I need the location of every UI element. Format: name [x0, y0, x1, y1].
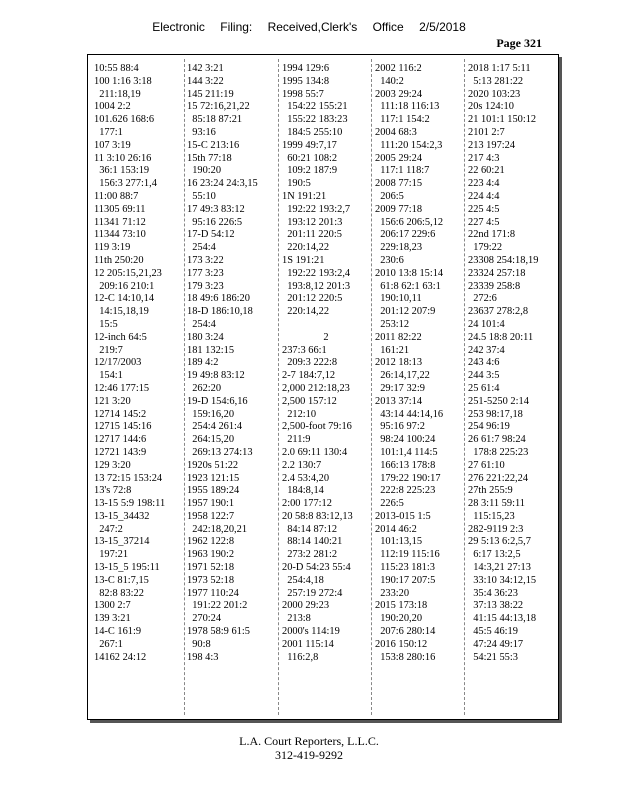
index-entry: 227 4:5: [468, 216, 500, 228]
index-entry-continuation: 207:6 280:14: [375, 626, 436, 638]
index-entry-continuation: 220:14,22: [282, 306, 330, 318]
index-entry: 180 3:24: [187, 331, 224, 343]
index-entry: 189 4:2: [187, 357, 219, 369]
index-entry-continuation: 154:1: [94, 370, 123, 382]
index-entry: 2.4 53:4,20: [282, 472, 330, 484]
index-entry: 2004 68:3: [375, 126, 417, 138]
index-entry-continuation: 257:19 272:4: [282, 587, 343, 599]
index-entry: 12714 145:2: [94, 408, 147, 420]
index-entry: 23339 258:8: [468, 280, 521, 292]
index-entry-continuation: 247:2: [94, 523, 123, 535]
index-entry-continuation: 115:15,23: [468, 510, 515, 522]
index-entry-continuation: 272:6: [468, 293, 497, 305]
index-entry-continuation: 159:16,20: [187, 408, 235, 420]
index-entry-continuation: 37:13 38:22: [468, 600, 524, 612]
index-entry-continuation: 213:8: [282, 613, 311, 625]
index-entry-continuation: 14:3,21 27:13: [468, 562, 531, 574]
index-entry-continuation: 193:12 201:3: [282, 216, 343, 228]
index-entry-continuation: 192:22 193:2,7: [282, 203, 351, 215]
index-entry: 139 3:21: [94, 613, 131, 625]
column-divider: [184, 59, 185, 715]
index-entry-continuation: 254:4 261:4: [187, 421, 243, 433]
index-entry-continuation: 229:18,23: [375, 242, 423, 254]
index-entry: 20-D 54:23 55:4: [282, 562, 351, 574]
index-column-2: [187, 63, 275, 664]
index-entry-continuation: 190:17 207:5: [375, 574, 436, 586]
index-entry-continuation: 29:17 32:9: [375, 382, 425, 394]
index-entry: 19-D 154:6,16: [187, 395, 248, 407]
index-entry-continuation: 179:22 190:17: [375, 472, 441, 484]
index-entry: 181 132:15: [187, 344, 235, 356]
index-entry-continuation: 90:8: [187, 638, 211, 650]
index-entry: 2003 29:24: [375, 88, 423, 100]
index-entry-continuation: 190:10,11: [375, 293, 422, 305]
index-frame: [87, 54, 559, 720]
index-entry-continuation: 15:5: [94, 318, 118, 330]
index-entry-continuation: 206:17 229:6: [375, 229, 436, 241]
index-entry: 1955 189:24: [187, 485, 240, 497]
index-entry: 2020 103:23: [468, 88, 521, 100]
index-entry-continuation: 61:8 62:1 63:1: [375, 280, 441, 292]
index-entry: 2-7 184:7,12: [282, 370, 336, 382]
index-entry: 242 37:4: [468, 344, 505, 356]
index-entry: 27 61:10: [468, 459, 505, 471]
index-entry: 2011 82:22: [375, 331, 422, 343]
index-entry: 213 197:24: [468, 139, 516, 151]
index-entry: 21 101:1 150:12: [468, 114, 537, 126]
index-entry: 1999 49:7,17: [282, 139, 337, 151]
index-entry: 1923 121:15: [187, 472, 240, 484]
index-entry-continuation: 85:18 87:21: [187, 114, 243, 126]
blank-line: [282, 319, 370, 332]
index-entry-continuation: 101:1,4 114:5: [375, 446, 438, 458]
index-entry: 12717 144:6: [94, 434, 147, 446]
index-entry: 26 61:7 98:24: [468, 434, 526, 446]
index-entry: 13's 72:8: [94, 485, 132, 497]
index-entry-continuation: 101:13,15: [375, 536, 423, 548]
index-entry-continuation: 88:14 140:21: [282, 536, 343, 548]
index-entry-continuation: 156:6 206:5,12: [375, 216, 444, 228]
index-entry: 11344 73:10: [94, 229, 146, 241]
index-entry-continuation: 161:21: [375, 344, 410, 356]
index-entry: 28 3:11 59:11: [468, 498, 525, 510]
index-entry: 15th 77:18: [187, 152, 232, 164]
index-entry: 12-inch 64:5: [94, 331, 147, 343]
index-entry: 2.0 69:11 130:4: [282, 446, 348, 458]
index-entry: 1977 110:24: [187, 587, 239, 599]
index-entry: 121 3:20: [94, 395, 131, 407]
index-entry: 1971 52:18: [187, 562, 235, 574]
index-entry: 2013 37:14: [375, 395, 423, 407]
header-electronic: Electronic: [152, 20, 205, 34]
index-entry-continuation: 212:10: [282, 408, 317, 420]
index-entry-continuation: 264:15,20: [187, 434, 235, 446]
index-entry: 179 3:23: [187, 280, 224, 292]
index-entry-continuation: 155:22 183:23: [282, 114, 348, 126]
index-entry-continuation: 179:22: [468, 242, 503, 254]
index-entry-continuation: 154:22 155:21: [282, 101, 348, 113]
index-entry-continuation: 230:6: [375, 254, 404, 266]
index-entry-continuation: 140:2: [375, 75, 404, 87]
index-entry: 224 4:4: [468, 190, 500, 202]
footer-company: L.A. Court Reporters, L.L.C.: [239, 734, 379, 748]
index-entry-continuation: 95:16 226:5: [187, 216, 243, 228]
index-entry: 13 72:15 153:24: [94, 472, 163, 484]
index-entry: 14162 24:12: [94, 651, 147, 663]
index-entry-continuation: 178:8 225:23: [468, 446, 529, 458]
section-letter: 2: [323, 331, 329, 343]
index-entry-continuation: 254:4: [187, 242, 216, 254]
index-entry: 1957 190:1: [187, 498, 235, 510]
index-entry-continuation: 226:5: [375, 498, 404, 510]
index-entry-continuation: 5:13 281:22: [468, 75, 524, 87]
index-entry-continuation: 190:5: [282, 178, 311, 190]
index-entry: 2005 29:24: [375, 152, 423, 164]
index-entry: 12715 145:16: [94, 421, 152, 433]
index-entry: 17 49:3 83:12: [187, 203, 245, 215]
index-entry: 2000 29:23: [282, 600, 330, 612]
index-entry-continuation: 115:23 181:3: [375, 562, 435, 574]
index-entry: 25 61:4: [468, 382, 500, 394]
index-entry: 11 3:10 26:16: [94, 152, 152, 164]
index-entry-continuation: 209:3 222:8: [282, 357, 338, 369]
index-entry-continuation: 254:4: [187, 318, 216, 330]
index-entry: 17-D 54:12: [187, 229, 235, 241]
index-entry: 13-15_37214: [94, 536, 150, 548]
index-entry-continuation: 211:18,19: [94, 88, 141, 100]
index-entry-continuation: 190:20,20: [375, 613, 423, 625]
index-entry: 22nd 171:8: [468, 229, 516, 241]
column-divider: [278, 59, 279, 715]
index-entry: 2001 115:14: [282, 638, 334, 650]
page-number: Page 321: [496, 36, 542, 50]
header-office: Office: [372, 20, 404, 34]
index-entry: 223 4:4: [468, 178, 500, 190]
index-entry: 2.2 130:7: [282, 459, 322, 471]
index-entry: 129 3:20: [94, 459, 131, 471]
index-entry-continuation: 254:4,18: [282, 574, 324, 586]
index-entry: 13-15_34432: [94, 510, 150, 522]
index-entry: 13-15_5 195:11: [94, 562, 160, 574]
index-entry: 12721 143:9: [94, 446, 147, 458]
index-entry-continuation: 111:18 116:13: [375, 101, 440, 113]
index-entry: 1963 190:2: [187, 549, 235, 561]
index-entry-continuation: 253:12: [375, 318, 410, 330]
index-entry-continuation: 222:8 225:23: [375, 485, 436, 497]
index-entry-continuation: 14:15,18,19: [94, 306, 149, 318]
index-entry-continuation: 242:18,20,21: [187, 523, 248, 535]
index-entry: 2016 150:12: [375, 638, 428, 650]
index-entry: 177 3:23: [187, 267, 224, 279]
index-entry: 16 23:24 24:3,15: [187, 178, 258, 190]
index-entry: 12/17/2003: [94, 357, 142, 369]
index-entry-continuation: 190:20: [187, 165, 222, 177]
index-entry-continuation: 35:4 36:23: [468, 587, 518, 599]
index-entry: 15 72:16,21,22: [187, 101, 250, 113]
index-entry-continuation: 262:20: [187, 382, 222, 394]
index-entry: 2018 1:17 5:11: [468, 63, 531, 74]
index-entry: 11341 71:12: [94, 216, 146, 228]
index-entry-continuation: 220:14,22: [282, 242, 330, 254]
column-divider: [371, 59, 372, 715]
index-entry-continuation: 33:10 34:12,15: [468, 574, 537, 586]
index-entry: 2010 13:8 15:14: [375, 267, 444, 279]
index-entry-continuation: 193:8,12 201:3: [282, 280, 351, 292]
index-entry: 2012 18:13: [375, 357, 423, 369]
index-entry-continuation: 269:13 274:13: [187, 446, 253, 458]
index-entry: 276 221:22,24: [468, 472, 529, 484]
index-entry: 19 49:8 83:12: [187, 370, 245, 382]
index-entry: 2:00 177:12: [282, 498, 332, 510]
index-entry: 2013-015 1:5: [375, 510, 431, 522]
header-filing: Filing:: [220, 20, 253, 34]
index-entry-continuation: 117:1 118:7: [375, 165, 430, 177]
index-entry-continuation: 177:1: [94, 126, 123, 138]
index-entry: 2101 2:7: [468, 126, 505, 138]
index-entry-continuation: 267:1: [94, 638, 123, 650]
index-entry-continuation: 211:9: [282, 434, 311, 446]
index-entry: 24 101:4: [468, 318, 505, 330]
index-entry: 2,500-foot 79:16: [282, 421, 352, 433]
index-entry: 2000's 114:19: [282, 626, 340, 638]
index-entry: 217 4:3: [468, 152, 500, 164]
index-entry: 282-9119 2:3: [468, 523, 524, 535]
index-entry-continuation: 26:14,17,22: [375, 370, 430, 382]
index-entry: 107 3:19: [94, 139, 131, 151]
header-date: 2/5/2018: [419, 20, 466, 34]
index-entry: 198 4:3: [187, 651, 219, 663]
index-entry-continuation: 116:2,8: [282, 651, 319, 663]
index-entry: 10:55 88:4: [94, 63, 139, 74]
index-entry: 2014 46:2: [375, 523, 417, 535]
index-entry: 27th 255:9: [468, 485, 513, 497]
index-entry-continuation: 43:14 44:14,16: [375, 408, 444, 420]
index-entry: 1978 58:9 61:5: [187, 626, 250, 638]
index-entry-continuation: 201:12 220:5: [282, 293, 343, 305]
index-entry: 225 4:5: [468, 203, 500, 215]
index-entry: 12:46 177:15: [94, 382, 150, 394]
index-entry-continuation: 219:7: [94, 344, 123, 356]
index-entry-continuation: 270:24: [187, 613, 222, 625]
index-entry: 237:3 66:1: [282, 344, 327, 356]
index-entry-continuation: 233:20: [375, 587, 410, 599]
index-entry-continuation: 112:19 115:16: [375, 549, 440, 561]
index-entry-continuation: 47:24 49:17: [468, 638, 524, 650]
index-column-3: [282, 63, 370, 664]
index-entry-continuation: 191:22 201:2: [187, 600, 248, 612]
index-entry-continuation: 93:16: [187, 126, 216, 138]
index-entry: 2002 116:2: [375, 63, 422, 74]
index-entry: 1958 122:7: [187, 510, 235, 522]
index-entry: 14-C 161:9: [94, 626, 142, 638]
index-entry: 18 49:6 186:20: [187, 293, 250, 305]
index-entry: 144 3:22: [187, 75, 224, 87]
index-entry-continuation: 54:21 55:3: [468, 651, 518, 663]
index-entry: 13-15 5:9 198:11: [94, 498, 166, 510]
index-entry-continuation: 206:5: [375, 190, 404, 202]
index-entry: 23324 257:18: [468, 267, 526, 279]
index-column-4: [375, 63, 463, 664]
index-entry-continuation: 184:8,14: [282, 485, 324, 497]
index-entry: 2008 77:15: [375, 178, 423, 190]
index-entry: 20 58:8 83:12,13: [282, 510, 353, 522]
index-entry: 145 211:19: [187, 88, 234, 100]
index-entry: 244 3:5: [468, 370, 500, 382]
index-entry: 22 60:21: [468, 165, 505, 177]
index-entry-continuation: 60:21 108:2: [282, 152, 338, 164]
index-entry: 1N 191:21: [282, 190, 327, 202]
index-entry-continuation: 84:14 87:12: [282, 523, 338, 535]
index-entry: 2009 77:18: [375, 203, 423, 215]
index-entry-continuation: 201:11 220:5: [282, 229, 342, 241]
footer-phone: 312-419-9292: [275, 748, 343, 762]
index-entry-continuation: 192:22 193:2,4: [282, 267, 351, 279]
index-entry: 11305 69:11: [94, 203, 146, 215]
index-entry: 2,000 212:18,23: [282, 382, 350, 394]
index-entry: 2,500 157:12: [282, 395, 337, 407]
index-entry: 2015 173:18: [375, 600, 428, 612]
index-entry: 253 98:17,18: [468, 408, 523, 420]
index-entry-continuation: 41:15 44:13,18: [468, 613, 537, 625]
index-entry: 11th 250:20: [94, 254, 144, 266]
index-entry: 12 205:15,21,23: [94, 267, 162, 279]
index-entry: 1962 122:8: [187, 536, 235, 548]
index-entry: 1300 2:7: [94, 600, 131, 612]
index-entry: 173 3:22: [187, 254, 224, 266]
index-entry: 29 5:13 6:2,5,7: [468, 536, 531, 548]
index-entry: 18-D 186:10,18: [187, 306, 253, 318]
index-entry-continuation: 156:3 277:1,4: [94, 178, 157, 190]
index-entry: 1973 52:18: [187, 574, 235, 586]
index-entry-continuation: 184:5 255:10: [282, 126, 343, 138]
index-entry-continuation: 36:1 153:19: [94, 165, 150, 177]
index-entry: 119 3:19: [94, 242, 131, 254]
index-entry: 20s 124:10: [468, 101, 514, 113]
index-entry-continuation: 55:10: [187, 190, 216, 202]
index-entry: 24.5 18:8 20:11: [468, 331, 534, 343]
index-entry: 254 96:19: [468, 421, 510, 433]
index-entry: 142 3:21: [187, 63, 224, 74]
index-entry: 1995 134:8: [282, 75, 330, 87]
index-entry-continuation: 153:8 280:16: [375, 651, 436, 663]
index-entry-continuation: 45:5 46:19: [468, 626, 518, 638]
index-entry-continuation: 197:21: [94, 549, 129, 561]
index-entry: 13-C 81:7,15: [94, 574, 149, 586]
index-column-1: [94, 63, 182, 664]
index-entry: 15-C 213:16: [187, 139, 240, 151]
index-entry-continuation: 98:24 100:24: [375, 434, 436, 446]
index-entry: 100 1:16 3:18: [94, 75, 152, 87]
index-entry: 1994 129:6: [282, 63, 330, 74]
index-entry-continuation: 201:12 207:9: [375, 306, 436, 318]
header-received: Received,Clerk's: [267, 20, 358, 34]
index-entry: 12-C 14:10,14: [94, 293, 155, 305]
index-entry: 1004 2:2: [94, 101, 131, 113]
filing-header: [0, 20, 618, 34]
index-entry: 1920s 51:22: [187, 459, 239, 471]
index-entry-continuation: 273:2 281:2: [282, 549, 338, 561]
index-entry: 1998 55:7: [282, 88, 324, 100]
index-entry-continuation: 117:1 154:2: [375, 114, 430, 126]
index-entry: 251-5250 2:14: [468, 395, 529, 407]
index-entry: 23308 254:18,19: [468, 254, 539, 266]
index-entry-continuation: 95:16 97:2: [375, 421, 425, 433]
index-entry-continuation: 111:20 154:2,3: [375, 139, 443, 151]
index-entry: 23637 278:2,8: [468, 306, 529, 318]
index-column-5: [468, 63, 556, 664]
index-entry: 11:00 88:7: [94, 190, 139, 202]
column-divider: [464, 59, 465, 715]
index-entry-continuation: 109:2 187:9: [282, 165, 338, 177]
index-entry: 101.626 168:6: [94, 114, 155, 126]
index-entry-continuation: 166:13 178:8: [375, 459, 436, 471]
index-entry: 243 4:6: [468, 357, 500, 369]
index-entry-continuation: 6:17 13:2,5: [468, 549, 521, 561]
index-entry-continuation: 209:16 210:1: [94, 280, 155, 292]
index-entry-continuation: 82:8 83:22: [94, 587, 144, 599]
index-entry: 1S 191:21: [282, 254, 325, 266]
